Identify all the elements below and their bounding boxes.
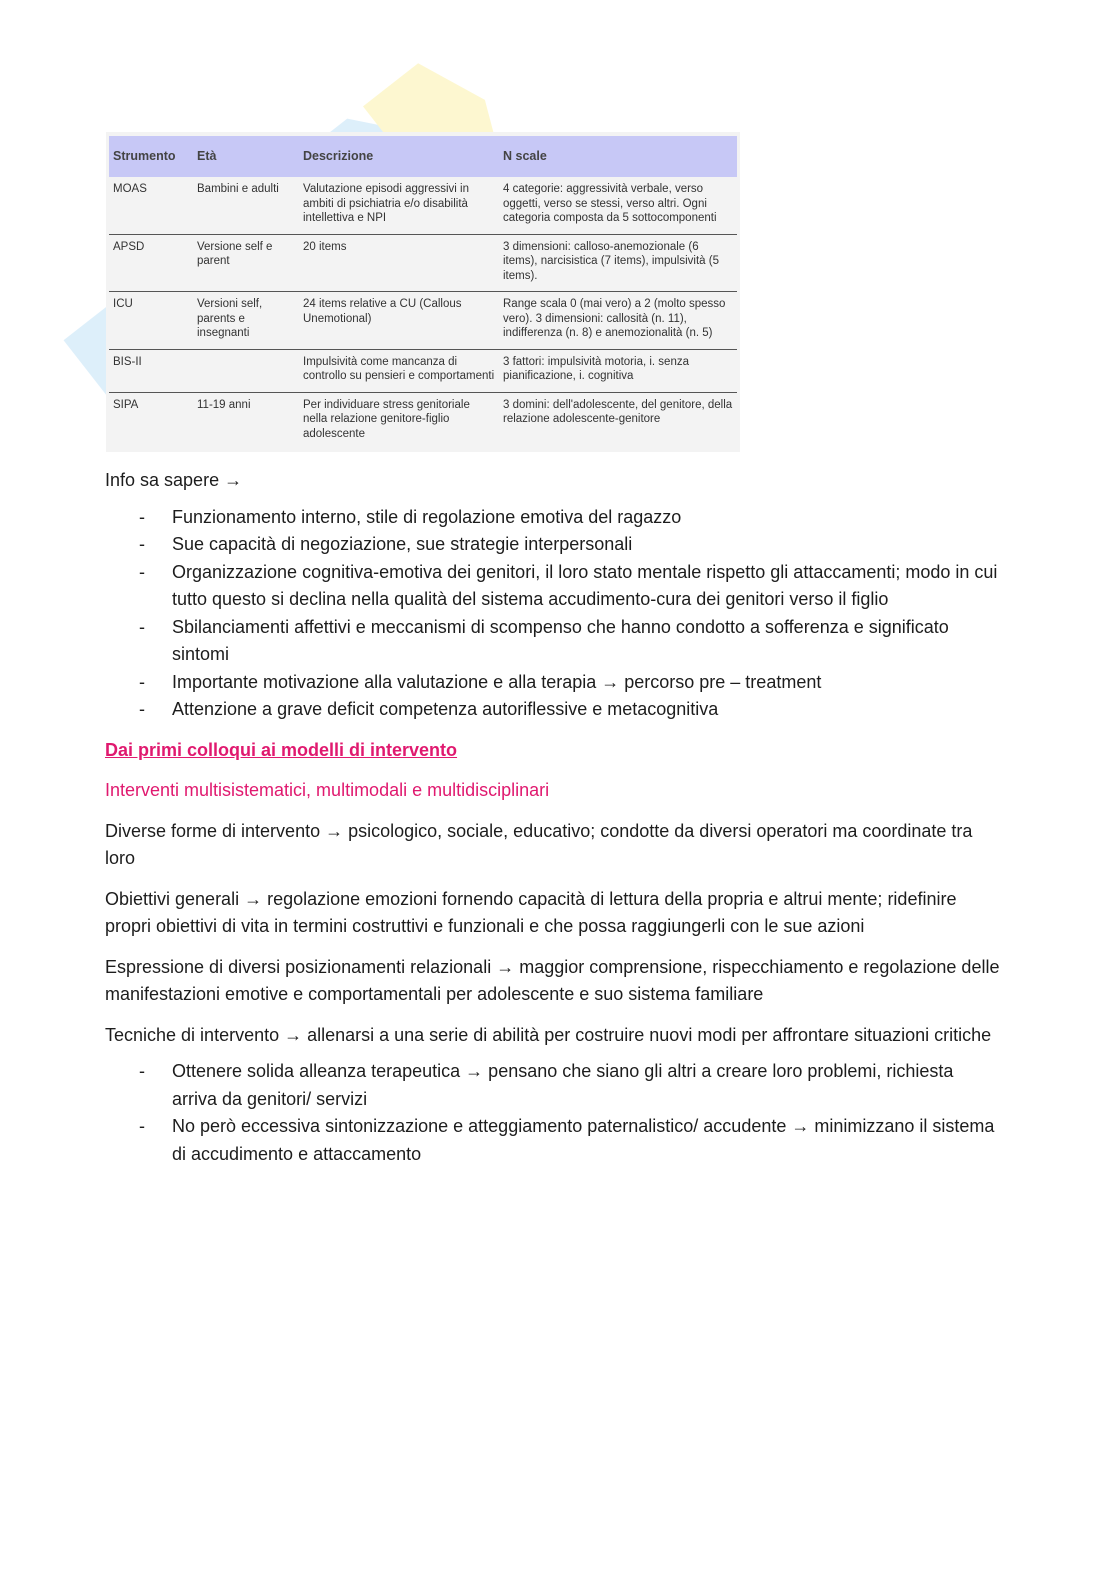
cell-age bbox=[193, 349, 299, 392]
table-row bbox=[109, 392, 737, 449]
list-item: - Sbilanciamenti affettivi e meccanismi di scompenso che hanno condotto a sofferenza e significato sintomi bbox=[105, 614, 1000, 669]
list-item: - Funzionamento interno, stile di regolazione emotiva del ragazzo bbox=[105, 504, 1000, 532]
document-body bbox=[105, 467, 1000, 1181]
subsection-title: Interventi multisistematici, multimodali e multidisciplinari bbox=[105, 780, 550, 800]
cell-desc: Impulsività come mancanza di controllo su pensieri e comportamenti bbox=[299, 349, 499, 392]
info-heading: Info sa sapere → bbox=[105, 470, 243, 490]
cell-scales: 3 domini: dell'adolescente, del genitore, della relazione adolescente-genitore bbox=[503, 398, 733, 425]
cell-name: SIPA bbox=[113, 398, 139, 411]
list-item: - Sue capacità di negoziazione, sue strategie interpersonali bbox=[105, 531, 1000, 559]
list-item: - Ottenere solida alleanza terapeutica → pensano che siano gli altri a creare loro problemi, richiesta arriva da genitori/ servizi bbox=[105, 1058, 1000, 1113]
section-title: Dai primi colloqui ai modelli di intervento bbox=[105, 739, 458, 760]
paragraph: Tecniche di intervento → allenarsi a una serie di abilità per costruire nuovi modi per affrontare situazioni critiche bbox=[105, 1024, 992, 1045]
cell-name: MOAS bbox=[109, 177, 193, 234]
paragraph: Diverse forme di intervento → psicologico, sociale, educativo; condotte da diversi operatori ma coordinate tra loro bbox=[105, 820, 973, 868]
info-list bbox=[105, 504, 1000, 724]
list-item: - No però eccessiva sintonizzazione e atteggiamento paternalistico/ accudente → minimizzano il sistema di accudimento e attaccamento bbox=[105, 1113, 1000, 1168]
final-list bbox=[105, 1058, 1000, 1168]
cell-name: APSD bbox=[109, 234, 193, 292]
header-strumento: Strumento bbox=[109, 136, 193, 177]
cell-desc: Per individuare stress genitoriale nella relazione genitore-figlio adolescente bbox=[303, 398, 470, 440]
cell-scales: Range scala 0 (mai vero) a 2 (molto spesso vero). 3 dimensioni: callosità (n. 11), indifferenza (n. 8) e anemozionalità (n. 5) bbox=[499, 292, 737, 350]
table-row bbox=[109, 349, 737, 392]
cell-age: 11-19 anni bbox=[197, 398, 251, 411]
table-row bbox=[109, 177, 737, 234]
cell-name: ICU bbox=[109, 292, 193, 350]
header-descrizione: Descrizione bbox=[299, 136, 499, 177]
cell-scales: 4 categorie: aggressività verbale, verso oggetti, verso se stessi, verso altri. Ogni categoria composta da 5 sottocomponenti bbox=[499, 177, 737, 234]
table-row bbox=[109, 292, 737, 350]
list-item: - Importante motivazione alla valutazione e alla terapia → percorso pre – treatment bbox=[105, 669, 1000, 697]
header-eta: Età bbox=[193, 136, 299, 177]
cell-age: Versioni self, parents e insegnanti bbox=[193, 292, 299, 350]
list-item: - Attenzione a grave deficit competenza autoriflessive e metacognitiva bbox=[105, 696, 1000, 724]
cell-desc: Valutazione episodi aggressivi in ambiti di psichiatria e/o disabilità intellettiva e NPI bbox=[299, 177, 499, 234]
cell-age: Versione self e parent bbox=[193, 234, 299, 292]
paragraph: Obiettivi generali → regolazione emozioni fornendo capacità di lettura della propria e altrui mente; ridefinire propri obiettivi di vita in termini costruttivi e funzionali e che possa raggiungerli con le sue azioni bbox=[105, 888, 957, 936]
paragraph: Espressione di diversi posizionamenti relazionali → maggior comprensione, rispecchiamento e regolazione delle manifestazioni emotive e comportamentali per adolescente e suo sistema familiare bbox=[105, 956, 1000, 1004]
cell-desc: 24 items relative a CU (Callous Unemotional) bbox=[299, 292, 499, 350]
cell-scales: 3 dimensioni: calloso-anemozionale (6 items), narcisistica (7 items), impulsività (5 items). bbox=[499, 234, 737, 292]
table-row bbox=[109, 234, 737, 292]
cell-age: Bambini e adulti bbox=[193, 177, 299, 234]
cell-scales: 3 fattori: impulsività motoria, i. senza pianificazione, i. cognitiva bbox=[499, 349, 737, 392]
header-n-scale: N scale bbox=[499, 136, 737, 177]
tools-table bbox=[109, 136, 737, 449]
cell-name: BIS-II bbox=[109, 349, 193, 392]
tools-table-image bbox=[106, 132, 740, 452]
table-header-row bbox=[109, 136, 737, 177]
list-item: - Organizzazione cognitiva-emotiva dei genitori, il loro stato mentale rispetto gli attaccamenti; modo in cui tutto questo si declina nella qualità del sistema accudimento-cura dei genitori verso il figlio bbox=[105, 559, 1000, 614]
cell-desc: 20 items bbox=[299, 234, 499, 292]
